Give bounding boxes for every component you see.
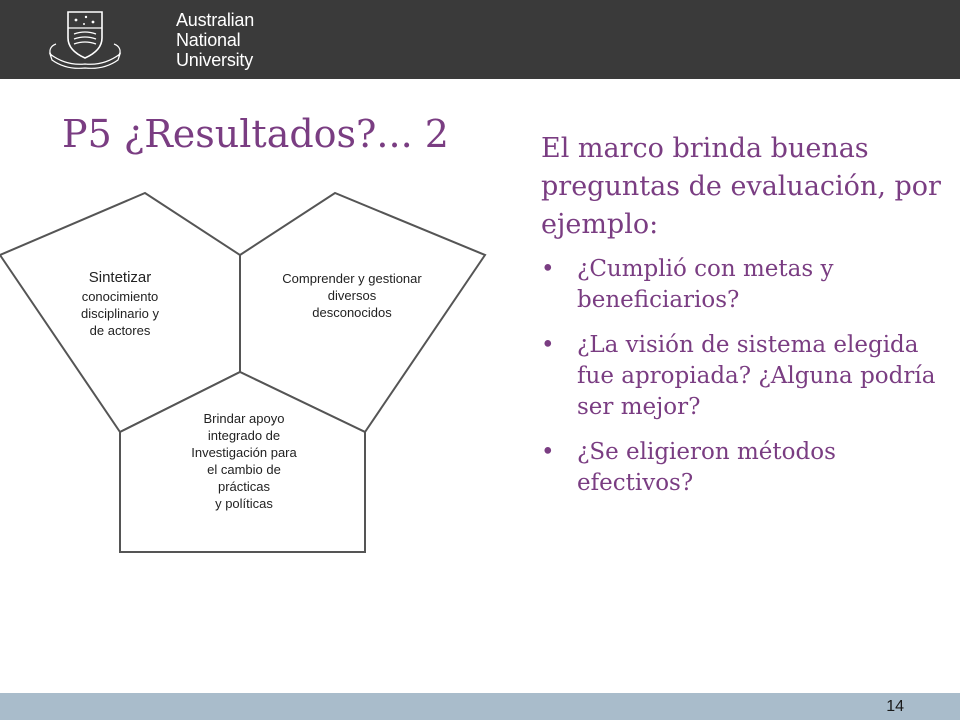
left-pentagon-text xyxy=(60,268,180,339)
bullet-icon: • xyxy=(541,439,555,465)
left-pentagon-line-3: de actores xyxy=(89,323,151,338)
anu-logo xyxy=(46,8,255,75)
left-pentagon-line-1: conocimiento xyxy=(81,289,159,304)
bottom-pentagon-line-3: Investigación para xyxy=(191,445,297,460)
bottom-pentagon-line-6: y políticas xyxy=(215,496,273,511)
list-item-text: ¿Cumplió con metas y beneficiarios? xyxy=(577,256,834,313)
right-pentagon-line-3: desconocidos xyxy=(312,305,392,320)
content-text-block xyxy=(541,130,951,513)
footer-bar xyxy=(0,693,960,720)
list-item-text: ¿Se eligieron métodos efectivos? xyxy=(577,439,836,496)
list-item xyxy=(541,254,951,316)
logo-line-2: National xyxy=(176,30,241,50)
left-pentagon-heading: Sintetizar xyxy=(88,269,152,286)
page-number: 14 xyxy=(886,698,904,715)
question-list xyxy=(541,254,951,499)
bottom-pentagon-line-1: Brindar apoyo xyxy=(203,411,285,426)
bottom-pentagon-line-2: integrado de xyxy=(207,428,281,443)
list-item xyxy=(541,330,951,423)
left-pentagon-line-2: disciplinario y xyxy=(80,306,160,321)
bottom-pentagon-text xyxy=(172,410,316,512)
right-pentagon-line-2: diversos xyxy=(327,288,377,303)
anu-crest-icon xyxy=(46,8,124,70)
logo-line-1: Australian xyxy=(176,10,255,30)
right-pentagon-line-1: Comprender y gestionar xyxy=(282,271,422,286)
right-pentagon-text xyxy=(262,270,442,321)
bottom-pentagon-line-4: el cambio de xyxy=(207,462,281,477)
intro-paragraph: El marco brinda buenas preguntas de evaluación, por ejemplo: xyxy=(541,133,941,240)
three-pentagon-diagram xyxy=(0,180,500,560)
bottom-pentagon-line-5: prácticas xyxy=(217,479,271,494)
bullet-icon: • xyxy=(541,256,555,282)
slide-title: P5 ¿Resultados?... 2 xyxy=(62,112,449,156)
bullet-icon: • xyxy=(541,332,555,358)
list-item xyxy=(541,437,951,499)
logo-line-3: University xyxy=(176,50,254,70)
list-item-text: ¿La visión de sistema elegida fue apropiada? ¿Alguna podría ser mejor? xyxy=(577,332,936,420)
header-bar xyxy=(0,0,960,79)
